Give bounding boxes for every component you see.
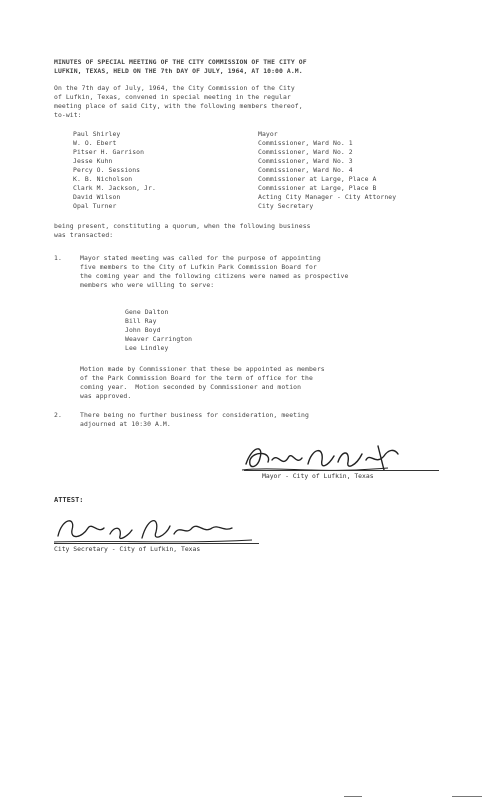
mayor-signature-line <box>244 470 439 471</box>
intro-line-1: On the 7th day of July, 1964, the City Commission of the City <box>54 84 295 92</box>
item-line: of the Park Commission Board for the term of office for the <box>80 374 313 382</box>
intro-line-2: of Lufkin, Texas, convened in special meeting in the regular <box>54 93 291 101</box>
attest-label: ATTEST: <box>54 496 84 504</box>
nominee: Weaver Carrington <box>125 335 193 343</box>
roster-title: Commissioner at Large, Place B <box>258 184 377 192</box>
item-line: coming year. Motion seconded by Commissioner and motion <box>80 383 302 391</box>
nominee: Gene Dalton <box>125 308 169 316</box>
roster-name: K. B. Nicholson <box>73 175 133 183</box>
city-secretary-signature <box>52 512 262 546</box>
roster-name: Opal Turner <box>73 202 117 210</box>
nominee: John Boyd <box>125 326 161 334</box>
roster-title: Commissioner, Ward No. 1 <box>258 139 353 147</box>
item-line: adjourned at 10:30 A.M. <box>80 420 171 428</box>
roster-title: Commissioner, Ward No. 4 <box>258 166 353 174</box>
intro-line-3: meeting place of said City, with the following members thereof, <box>54 102 303 110</box>
item-number: 2. <box>54 411 62 419</box>
scan-mark <box>344 796 362 797</box>
roster-name: Clark M. Jackson, Jr. <box>73 184 156 192</box>
roster-name: Pitser H. Garrison <box>73 148 145 156</box>
mayor-signature-caption: Mayor - City of Lufkin, Texas <box>262 472 374 480</box>
item-line: There being no further business for consideration, meeting <box>80 411 309 419</box>
item-line: the coming year and the following citizens were named as prospective <box>80 272 349 280</box>
item-line: five members to the City of Lufkin Park Commission Board for <box>80 263 317 271</box>
city-secretary-signature-line <box>54 543 259 544</box>
roster-name: Paul Shirley <box>73 130 121 138</box>
roster-title: Commissioner at Large, Place A <box>258 175 377 183</box>
quorum-line-1: being present, constituting a quorum, when the following business <box>54 222 311 230</box>
item-number: 1. <box>54 254 62 262</box>
roster-title: Mayor <box>258 130 278 138</box>
item-line: was approved. <box>80 392 132 400</box>
roster-name: David Wilson <box>73 193 121 201</box>
roster-name: Percy O. Sessions <box>73 166 141 174</box>
item-line: members who were willing to serve: <box>80 281 215 289</box>
scan-mark <box>452 796 482 797</box>
roster-title: City Secretary <box>258 202 314 210</box>
heading-line-2: LUFKIN, TEXAS, HELD ON THE 7th DAY OF JULY, 1964, AT 10:00 A.M. <box>54 67 303 75</box>
roster-title: Acting City Manager - City Attorney <box>258 193 397 201</box>
nominee: Lee Lindley <box>125 344 169 352</box>
heading-line-1: MINUTES OF SPECIAL MEETING OF THE CITY COMMISSION OF THE CITY OF <box>54 58 307 66</box>
city-secretary-caption: City Secretary - City of Lufkin, Texas <box>54 545 201 553</box>
roster-name: Jesse Kuhn <box>73 157 113 165</box>
nominee: Bill Ray <box>125 317 157 325</box>
item-line: Mayor stated meeting was called for the purpose of appointing <box>80 254 321 262</box>
quorum-line-2: was transacted: <box>54 231 114 239</box>
roster-title: Commissioner, Ward No. 3 <box>258 157 353 165</box>
roster-title: Commissioner, Ward No. 2 <box>258 148 353 156</box>
roster-name: W. O. Ebert <box>73 139 117 147</box>
intro-line-4: to-wit: <box>54 111 82 119</box>
item-line: Motion made by Commissioner that these be appointed as members <box>80 365 325 373</box>
